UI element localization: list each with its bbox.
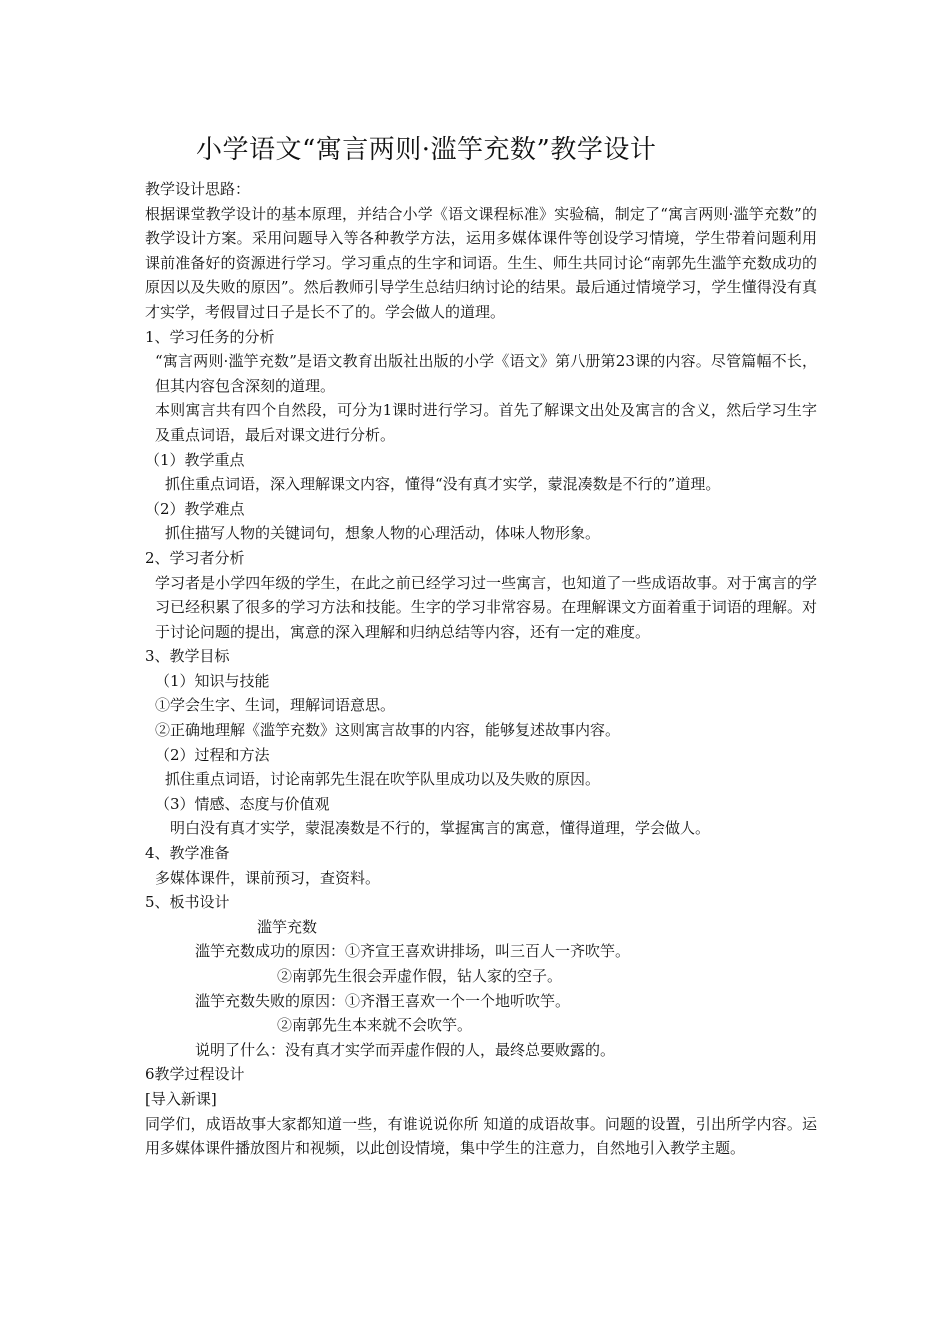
section-3-sub-3: （3）情感、态度与价值观 <box>155 794 330 813</box>
board-failure-line-2: ②南郭先生本来就不会吹竽。 <box>277 1016 473 1035</box>
section-4-text: 多媒体课件，课前预习，查资料。 <box>155 868 381 887</box>
section-1-heading: 1、学习任务的分析 <box>145 327 275 346</box>
section-1-paragraph-2: 本则寓言共有四个自然段，可分为1课时进行学习。首先了解课文出处及寓言的含义，然后学习生字及重点词语，最后对课文进行分析。 <box>155 401 817 444</box>
section-3-sub-2: （2）过程和方法 <box>155 745 270 764</box>
intro-paragraph: 根据课堂教学设计的基本原理，并结合小学《语文课程标准》实验稿，制定了“寓言两则·滥竽充数”的教学设计方案。采用问题导入等各种教学方法，运用多媒体课件等创设学习情境，学生带着问题利用课前准备好的资源进行学习。学习重点的生字和词语。生生、师生共同讨论“南郭先生滥竽充数成功的原因以及失败的原因”。然后教师引导学生总结归纳讨论的结果。最后通过情境学习，学生懂得没有真才实学，考假冒过日子是长不了的。学会做人的道理。 <box>145 204 817 321</box>
section-5-heading: 5、板书设计 <box>145 893 230 912</box>
section-3-item-1: ①学会生字、生词，理解词语意思。 <box>155 696 396 715</box>
board-failure-line-1: 滥竽充数失败的原因：①齐湣王喜欢一个一个地听吹竽。 <box>195 991 571 1010</box>
section-3-sub-1: （1）知识与技能 <box>155 671 270 690</box>
board-conclusion: 说明了什么：没有真才实学而弄虚作假的人，最终总要败露的。 <box>195 1040 616 1059</box>
section-4-heading: 4、教学准备 <box>145 844 230 863</box>
board-success-line-1: 滥竽充数成功的原因：①齐宣王喜欢讲排场，叫三百人一齐吹竽。 <box>195 942 631 961</box>
section-3-heading: 3、教学目标 <box>145 647 230 666</box>
section-1-sub-2-text: 抓住描写人物的关键词句，想象人物的心理活动，体味人物形象。 <box>165 524 601 543</box>
section-6-paragraph: 同学们，成语故事大家都知道一些，有谁说说你所 知道的成语故事。问题的设置，引出所学内容。运用多媒体课件播放图片和视频，以此创设情境，集中学生的注意力，自然地引入教学主题。 <box>145 1114 817 1158</box>
section-6-subheading: [导入新课] <box>145 1089 217 1108</box>
section-2-heading: 2、学习者分析 <box>145 548 245 567</box>
section-1-sub-2: （2）教学难点 <box>145 499 245 518</box>
section-1-sub-1-text: 抓住重点词语，深入理解课文内容，懂得“没有真才实学，蒙混凑数是不行的”道理。 <box>165 475 721 494</box>
section-2-paragraph: 学习者是小学四年级的学生，在此之前已经学习过一些寓言，也知道了一些成语故事。对于寓言的学习已经积累了很多的学习方法和技能。生字的学习非常容易。在理解课文方面着重于词语的理解。对于讨论问题的提出，寓意的深入理解和归纳总结等内容，还有一定的难度。 <box>155 573 817 641</box>
section-6-heading: 6教学过程设计 <box>145 1065 245 1084</box>
document-body <box>145 177 817 1161</box>
section-3-item-2: ②正确地理解《滥竽充数》这则寓言故事的内容，能够复述故事内容。 <box>155 721 621 740</box>
board-success-line-2: ②南郭先生很会弄虚作假，钻人家的空子。 <box>277 967 563 985</box>
section-3-sub-3-text: 明白没有真才实学，蒙混凑数是不行的，掌握寓言的寓意，懂得道理，学会做人。 <box>170 819 711 838</box>
intro-heading: 教学设计思路： <box>145 180 251 198</box>
section-1-sub-1: （1）教学重点 <box>145 450 245 469</box>
document-title: 小学语文“寓言两则·滥竽充数”教学设计 <box>196 135 657 165</box>
board-title: 滥竽充数 <box>257 917 318 936</box>
section-3-sub-2-text: 抓住重点词语，讨论南郭先生混在吹竽队里成功以及失败的原因。 <box>165 770 601 789</box>
section-1-paragraph-1: “寓言两则·滥竽充数”是语文教育出版社出版的小学《语文》第八册第23课的内容。尽管篇幅不长，但其内容包含深刻的道理。 <box>155 352 817 395</box>
